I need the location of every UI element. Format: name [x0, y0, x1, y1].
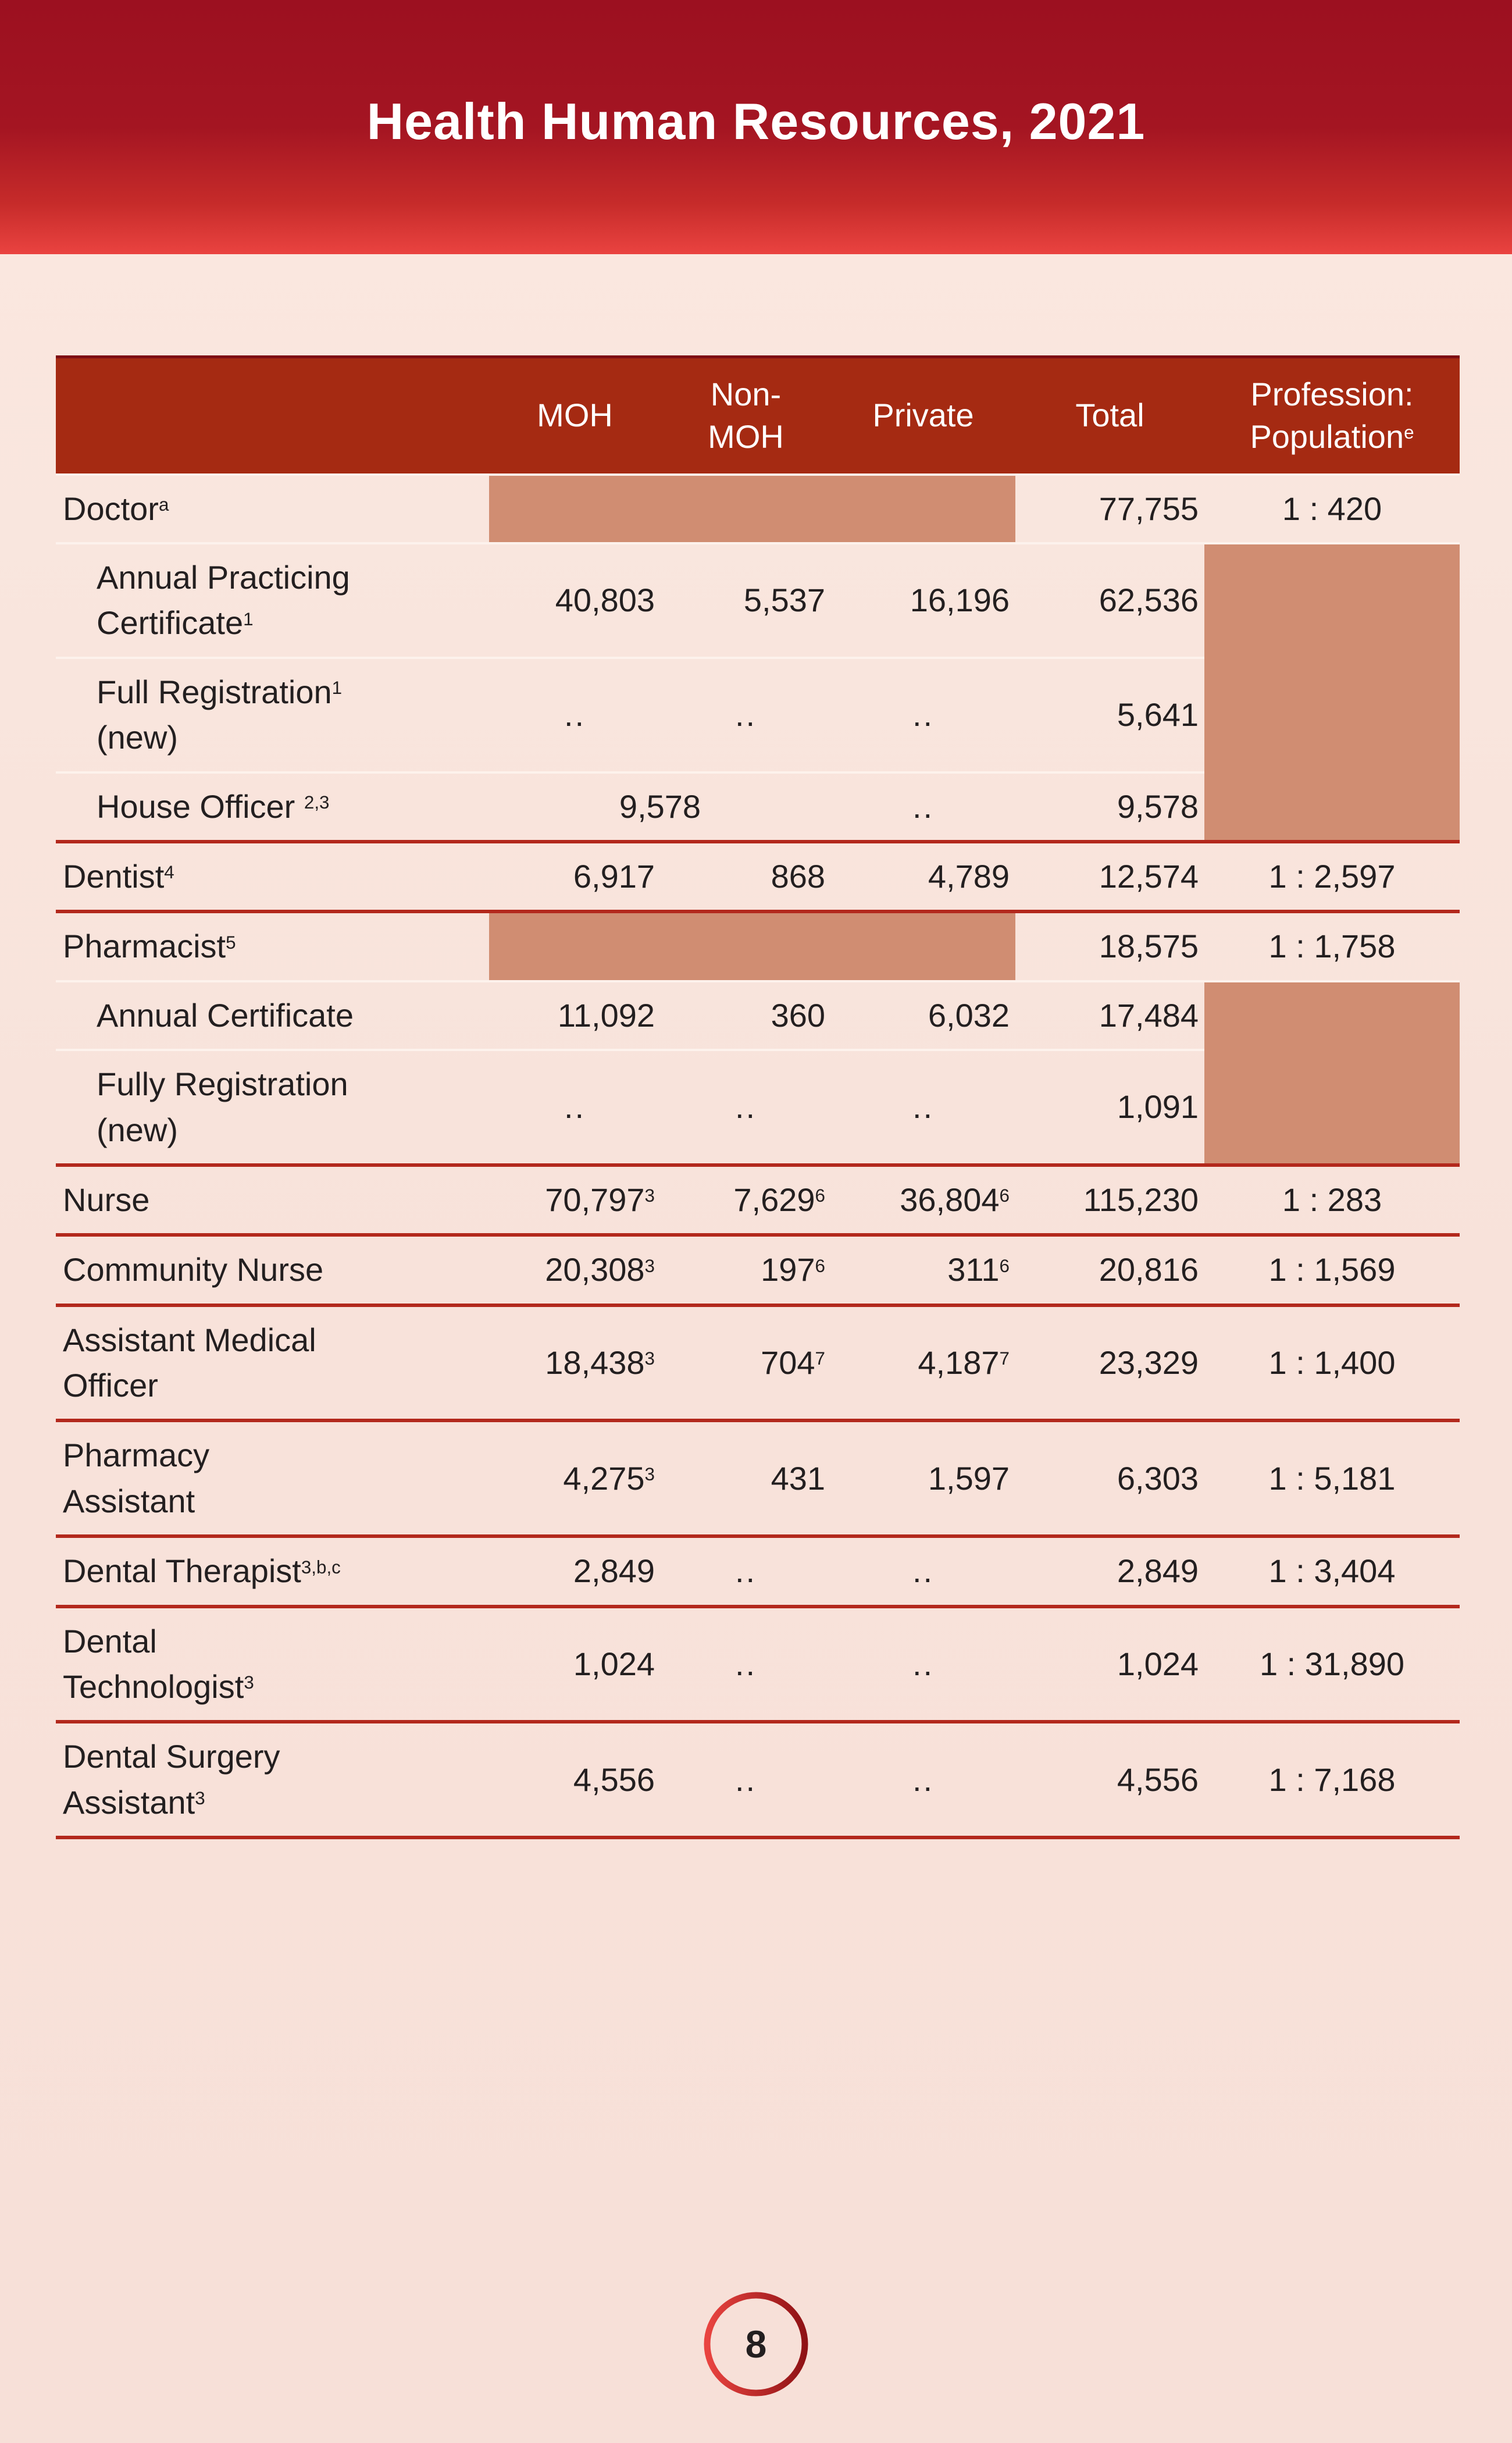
value-cell: 115,230	[1015, 1165, 1204, 1235]
value-cell: 62,536	[1015, 543, 1204, 658]
footnote-superscript: 7	[999, 1348, 1010, 1369]
header-band	[0, 0, 1512, 254]
value-cell: 2,849	[489, 1536, 661, 1606]
table-row-pharmacist	[56, 911, 1460, 981]
missing-data-cell: ..	[489, 658, 661, 772]
ratio-cell: 1 : 3,404	[1204, 1536, 1460, 1606]
health-human-resources-table	[56, 355, 1460, 1839]
value-cell: 4,556	[489, 1722, 661, 1837]
salmon-block-cell	[489, 475, 1015, 543]
page-title: Health Human Resources, 2021	[366, 92, 1146, 150]
value-cell: 11,092	[489, 981, 661, 1050]
table-body	[56, 475, 1460, 1838]
footnote-superscript: 3	[644, 1255, 655, 1276]
missing-data-cell: ..	[489, 1050, 661, 1165]
value-cell: 36,804$^6$	[831, 1165, 1015, 1235]
value-cell: 6,303	[1015, 1420, 1204, 1536]
column-header-private: Private	[831, 357, 1015, 475]
row-label: Pharmacy Assistant	[56, 1420, 489, 1536]
footnote-superscript: 3	[244, 1672, 254, 1693]
value-cell: $704^7$	[661, 1305, 831, 1421]
value-cell: 1,024	[1015, 1607, 1204, 1722]
footnote-superscript: 3	[644, 1348, 655, 1369]
page-number: 8	[745, 2323, 767, 2366]
row-label: Pharmacist$^5$	[56, 911, 489, 981]
value-cell: 6,032	[831, 981, 1015, 1050]
missing-data-cell: ..	[831, 772, 1015, 842]
table-section	[56, 355, 1460, 1839]
row-label: Dental Therapist$^{3,b,c}$	[56, 1536, 489, 1606]
value-cell: 12,574	[1015, 842, 1204, 911]
column-header-total: Total	[1015, 357, 1204, 475]
row-label: Community Nurse	[56, 1235, 489, 1305]
row-label: House Officer $^{2,3}$	[56, 772, 489, 842]
ratio-cell: 1 : 1,400	[1204, 1305, 1460, 1421]
column-header-profession-population: Profession: Population$^e$	[1204, 357, 1460, 475]
footnote-superscript: 4	[164, 862, 174, 883]
value-cell: 20,816	[1015, 1235, 1204, 1305]
table-row-annual-practicing-certificate	[56, 543, 1460, 658]
table-row-dental-surgery-assistant	[56, 1722, 1460, 1837]
footnote-superscript: 2,3	[304, 792, 330, 813]
missing-data-cell: ..	[831, 1722, 1015, 1837]
footnote-superscript: e	[1404, 422, 1414, 443]
row-label: Fully Registration (new)	[56, 1050, 489, 1165]
missing-data-cell: ..	[661, 1722, 831, 1837]
table-header	[56, 357, 1460, 475]
footnote-superscript: 3	[644, 1463, 655, 1484]
value-cell: 1,091	[1015, 1050, 1204, 1165]
row-label: Annual Practicing Certificate$^1$	[56, 543, 489, 658]
row-label: Assistant Medical Officer	[56, 1305, 489, 1421]
missing-data-cell: ..	[831, 658, 1015, 772]
footnote-superscript: 6	[999, 1185, 1010, 1206]
page-number-badge	[704, 2292, 808, 2396]
table-row-doctor	[56, 475, 1460, 543]
value-cell: 17,484	[1015, 981, 1204, 1050]
column-header-non-moh: Non- MOH	[661, 357, 831, 475]
value-cell: 77,755	[1015, 475, 1204, 543]
footnote-superscript: 3,b,c	[301, 1557, 341, 1577]
value-cell: 431	[661, 1420, 831, 1536]
missing-data-cell: ..	[831, 1607, 1015, 1722]
value-cell: 20,308$^3$	[489, 1235, 661, 1305]
table-row-annual-certificate	[56, 981, 1460, 1050]
footnote-superscript: 7	[815, 1348, 825, 1369]
footnote-superscript: 3	[195, 1788, 205, 1809]
missing-data-cell: ..	[661, 1536, 831, 1606]
value-cell: 40,803	[489, 543, 661, 658]
salmon-block-cell	[1204, 981, 1460, 1165]
header-row	[56, 357, 1460, 475]
table-row-dental-therapist	[56, 1536, 1460, 1606]
row-label: Annual Certificate	[56, 981, 489, 1050]
table-row-community-nurse	[56, 1235, 1460, 1305]
value-cell: 18,575	[1015, 911, 1204, 981]
row-label: Dental Surgery Assistant$^3$	[56, 1722, 489, 1837]
value-cell: 2,849	[1015, 1536, 1204, 1606]
column-header-profession	[56, 357, 489, 475]
missing-data-cell: ..	[661, 1607, 831, 1722]
ratio-cell: 1 : 5,181	[1204, 1420, 1460, 1536]
row-label: Doctor$^a$	[56, 475, 489, 543]
value-cell: 868	[661, 842, 831, 911]
value-cell: 1,597	[831, 1420, 1015, 1536]
value-cell: 9,578	[1015, 772, 1204, 842]
value-cell: 4,275$^3$	[489, 1420, 661, 1536]
table-row-dentist	[56, 842, 1460, 911]
value-cell: 16,196	[831, 543, 1015, 658]
salmon-block-cell	[1204, 543, 1460, 842]
value-cell: 360	[661, 981, 831, 1050]
row-label: Nurse	[56, 1165, 489, 1235]
value-cell: 18,438$^3$	[489, 1305, 661, 1421]
merged-value-cell: 9,578	[489, 772, 831, 842]
missing-data-cell: ..	[831, 1050, 1015, 1165]
footnote-superscript: a	[158, 494, 169, 515]
ratio-cell: 1 : 31,890	[1204, 1607, 1460, 1722]
value-cell: 23,329	[1015, 1305, 1204, 1421]
value-cell: 7,629$^6$	[661, 1165, 831, 1235]
value-cell: 4,789	[831, 842, 1015, 911]
ratio-cell: 1 : 1,758	[1204, 911, 1460, 981]
ratio-cell: 1 : 420	[1204, 475, 1460, 543]
value-cell: 4,556	[1015, 1722, 1204, 1837]
value-cell: $311^6$	[831, 1235, 1015, 1305]
table-row-pharmacy-assistant	[56, 1420, 1460, 1536]
ratio-cell: 1 : 1,569	[1204, 1235, 1460, 1305]
footnote-superscript: 5	[226, 932, 236, 953]
salmon-block-cell	[489, 911, 1015, 981]
missing-data-cell: ..	[661, 658, 831, 772]
table-row-dental-technologist	[56, 1607, 1460, 1722]
footnote-superscript: 3	[644, 1185, 655, 1206]
value-cell: 70,797$^3$	[489, 1165, 661, 1235]
footnote-superscript: 1	[331, 678, 343, 699]
ratio-cell: 1 : 2,597	[1204, 842, 1460, 911]
row-label: Full Registration$^1$ (new)	[56, 658, 489, 772]
column-header-moh: MOH	[489, 357, 661, 475]
footnote-superscript: 6	[999, 1255, 1010, 1276]
value-cell: 5,537	[661, 543, 831, 658]
row-label: Dentist$^4$	[56, 842, 489, 911]
footnote-superscript: 6	[815, 1185, 825, 1206]
footnote-superscript: 1	[243, 608, 254, 629]
ratio-cell: 1 : 283	[1204, 1165, 1460, 1235]
row-label: Dental Technologist$^3$	[56, 1607, 489, 1722]
missing-data-cell: ..	[831, 1536, 1015, 1606]
table-row-assistant-medical-officer	[56, 1305, 1460, 1421]
footnote-superscript: 6	[815, 1255, 825, 1276]
missing-data-cell: ..	[661, 1050, 831, 1165]
table-row-nurse	[56, 1165, 1460, 1235]
value-cell: 4,187$^7$	[831, 1305, 1015, 1421]
value-cell: 1,024	[489, 1607, 661, 1722]
value-cell: 6,917	[489, 842, 661, 911]
ratio-cell: 1 : 7,168	[1204, 1722, 1460, 1837]
value-cell: 5,641	[1015, 658, 1204, 772]
value-cell: $197^6$	[661, 1235, 831, 1305]
